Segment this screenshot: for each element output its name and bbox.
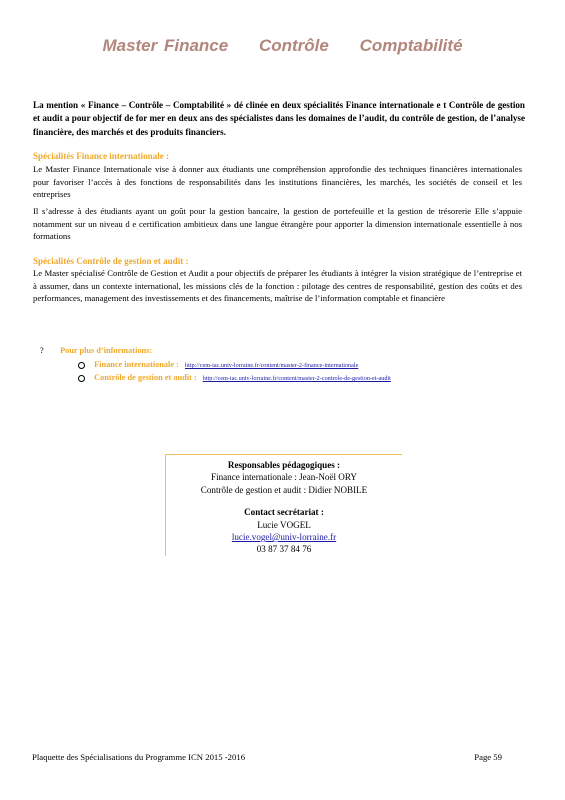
- page-number: Page 59: [474, 752, 502, 762]
- responsables-heading: Responsables pédagogiques :: [227, 460, 341, 470]
- section-finance-paragraph-2: Il s’adresse à des étudiants ayant un goût pour la gestion bancaire, la gestion de portefeuille et la gestion de trésorerie Elle s’appuie notamment sur un niveau d e certification ambitieux dans une langue étrangère pour apporter la dimension internationale essentielle à nos formations: [33, 206, 522, 242]
- section-controle-heading: Spécialités Contrôle de gestion et audit :: [33, 256, 189, 266]
- info-links: [78, 360, 391, 386]
- question-marker: ?: [40, 346, 44, 355]
- link-label-controle: Contrôle de gestion et audit :: [94, 373, 197, 382]
- more-info: [40, 346, 152, 355]
- link-label-finance: Finance internationale :: [94, 360, 179, 369]
- secretariat-name: Lucie VOGEL: [257, 519, 311, 530]
- section-controle-paragraph: Le Master spécialisé Contrôle de Gestion et Audit a pour objectifs de préparer les étudiants à intégrer la vision stratégique de l’entreprise et à assumer, dans un contexte international, les missions clés de la fonction : pilotage des centres de responsabilité, gestion des coûts et des performances, management des investissements et des financements, maîtrise de l’information comptable et financière: [33, 268, 522, 304]
- footer-text: Plaquette des Spécialisations du Programme ICN 2015 -2016: [32, 752, 246, 762]
- title-comptabilite: Comptabilité: [359, 36, 463, 55]
- intro-paragraph: La mention « Finance – Contrôle – Comptabilité » dé clinée en deux spécialités Finance internationale e t Contrôle de gestion et audit a pour objectif de for mer en deux ans des spécialistes dans les domaines de l’audit, du contrôle de gestion, de l’analyse financière, des marchés et des produits financiers.: [33, 100, 525, 137]
- responsable-finance: Finance internationale : Jean-Noël ORY: [211, 472, 357, 483]
- more-info-label: Pour plus d’informations:: [60, 346, 153, 355]
- title-master-finance: Master Finance: [102, 36, 229, 55]
- contact-box: [165, 454, 402, 556]
- section-finance-paragraph-1: Le Master Finance Internationale vise à donner aux étudiants une compréhension approfondie des techniques financières internationales pour favoriser l’accès à des fonctions de responsabilités dans les institutions financières, les marchés, les sociétés de conseil et les entreprises: [33, 164, 522, 200]
- responsable-controle: Contrôle de gestion et audit : Didier NOBILE: [200, 484, 368, 495]
- circle-bullet-icon: [78, 362, 85, 369]
- secretariat-email-link[interactable]: lucie.vogel@univ-lorraine.fr: [231, 532, 337, 543]
- secretariat-heading: Contact secrétariat :: [244, 507, 324, 518]
- link-finance-url[interactable]: http://cem-iac.univ-lorraine.fr/content/master-2-finance-internationale: [184, 362, 359, 369]
- section-finance-heading: Spécialités Finance internationale :: [33, 151, 170, 161]
- page-title: [0, 36, 565, 56]
- secretariat-phone: 03 87 37 84 76: [256, 544, 312, 555]
- link-controle-url[interactable]: http://cem-iac.univ-lorraine.fr/content/master-2-controle-de-gestion-et-audit: [202, 375, 391, 382]
- page-footer: [32, 752, 502, 762]
- list-item: [78, 360, 391, 373]
- title-controle: Contrôle: [258, 36, 329, 55]
- list-item: [78, 373, 391, 386]
- circle-bullet-icon: [78, 375, 85, 382]
